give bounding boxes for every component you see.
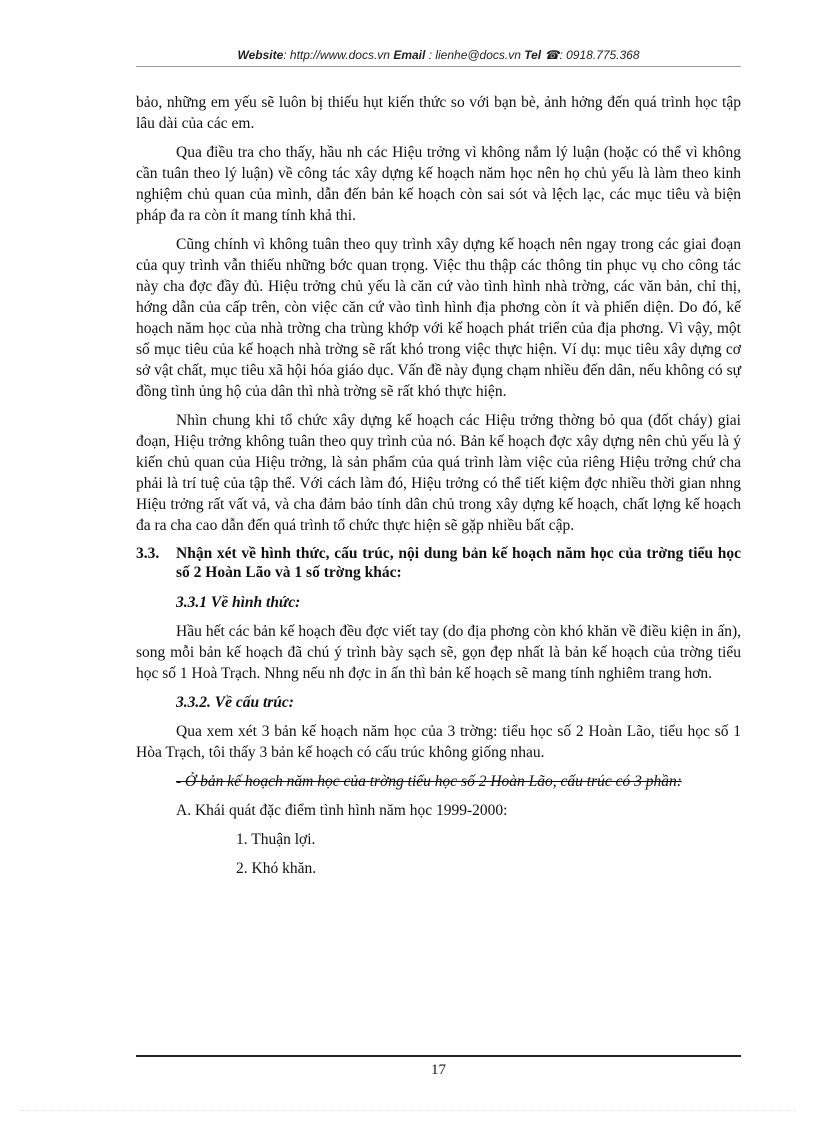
paragraph-1: bảo, những em yếu sẽ luôn bị thiếu hụt kiến thức so với bạn bè, ảnh hởng đến quá trình học tập lâu dài của các em. <box>136 94 741 132</box>
website-value: : http://www.docs.vn <box>283 48 390 62</box>
email-value: : lienhe@docs.vn <box>428 48 521 62</box>
phone-icon: ☎ <box>544 48 560 62</box>
paragraph-3: Cũng chính vì không tuân theo quy trình xây dựng kế hoạch nên ngay trong các giai đoạn của quy trình vẫn thiếu những bớc quan trọng. Việc thu thập các thông tin phục vụ cho công tác này cha đợc đầy đủ. Hiệu trởng chủ yếu là căn cứ vào tình hình nhà trờng, các văn bản, chỉ thị, hớng dẫn của cấp trên, còn việc căn cứ vào tình hình địa phơng còn ít và phiến diện. Do đó, kế hoạch năm học của nhà trờng cha trùng khớp với kế hoạch phát triển của địa phơng. Vì vậy, một số mục tiêu của kế hoạch nhà trờng sẽ rất khó trong việc thực hiện. Ví dụ: mục tiêu xây dựng cơ sở vật chất, mục tiêu xã hội hóa giáo dục. Vấn đề này đụng chạm nhiều đến dân, nếu không có sự đồng tình ủng hộ của dân thì nhà trờng sẽ rất khó thực hiện. <box>136 236 741 400</box>
subheading-form: 3.3.1 Về hình thức: <box>176 594 301 611</box>
header-divider <box>136 66 741 67</box>
paragraph-2: Qua điều tra cho thấy, hầu nh các Hiệu trởng vì không nắm lý luận (hoặc có thể vì không cần tuân theo lý luận) về công tác xây dựng kế hoạch năm học nên họ chủ yếu là làm theo kinh nghiệm chủ quan của mình, dẫn đến bản kế hoạch còn sai sót và lệch lạc, các mục tiêu và biện pháp đa ra còn ít mang tính khả thi. <box>136 144 741 224</box>
list-item-a: A. Khái quát đặc điểm tình hình năm học 1999-2000: <box>176 802 508 819</box>
tel-value: : 0918.775.368 <box>559 48 640 62</box>
paragraph-6: Qua xem xét 3 bản kế hoạch năm học của 3 trờng: tiểu học số 2 Hoàn Lão, tiểu học số 1 Hòa Trạch, tôi thấy 3 bản kế hoạch có cấu trúc không giống nhau. <box>136 723 741 761</box>
website-label: Website <box>237 48 284 62</box>
tel-label: Tel <box>524 48 542 62</box>
bottom-dotted-line <box>20 1110 796 1111</box>
list-item-1: 1. Thuận lợi. <box>236 831 316 848</box>
struck-paragraph: - Ở bản kế hoạch năm học của trờng tiểu học số 2 Hoàn Lão, cấu trúc có 3 phần: <box>176 773 682 790</box>
page-header <box>136 48 741 62</box>
section-heading-3-3 <box>136 544 741 582</box>
section-number: 3.3. <box>136 545 160 562</box>
paragraph-4: Nhìn chung khi tổ chức xây dựng kế hoạch các Hiệu trởng thờng bỏ qua (đốt cháy) giai đoạn, Hiệu trởng không tuân theo quy trình của nó. Bản kế hoạch đợc xây dựng nên chủ yếu là ý kiến chủ quan của Hiệu trởng, là sản phẩm của quá trình làm việc của riêng Hiệu trởng chứ cha phải là trí tuệ của tập thể. Với cách làm đó, Hiệu trởng có thể tiết kiệm đợc nhiều thời gian nhng Hiệu trởng rất vất vả, và cha đảm bảo tính dân chủ trong xây dựng kế hoạch, chất lợng kế hoạch đa ra cha cao dẫn đến quá trình tổ chức thực hiện sẽ gặp nhiều bất cập. <box>136 412 741 534</box>
subheading-structure: 3.3.2. Về cấu trúc: <box>176 694 294 711</box>
page-content <box>136 92 741 887</box>
page-number: 17 <box>431 1062 446 1078</box>
list-item-2: 2. Khó khăn. <box>236 860 317 877</box>
paragraph-5: Hầu hết các bản kế hoạch đều đợc viết tay (do địa phơng còn khó khăn về điều kiện in ấn), song mỗi bản kế hoạch đã chú ý trình bày sạch sẽ, gọn đẹp nhất là bản kế hoạch của trờng tiểu học số 1 Hoà Trạch. Nhng nếu nh đợc in ấn thì bản kế hoạch sẽ mang tính nghiêm trang hơn. <box>136 623 741 682</box>
section-title: Nhận xét về hình thức, cấu trúc, nội dung bản kế hoạch năm học của trờng tiểu học số 2 Hoàn Lão và 1 số trờng khác: <box>176 545 741 581</box>
footer-divider <box>136 1055 741 1057</box>
email-label: Email <box>393 48 426 62</box>
